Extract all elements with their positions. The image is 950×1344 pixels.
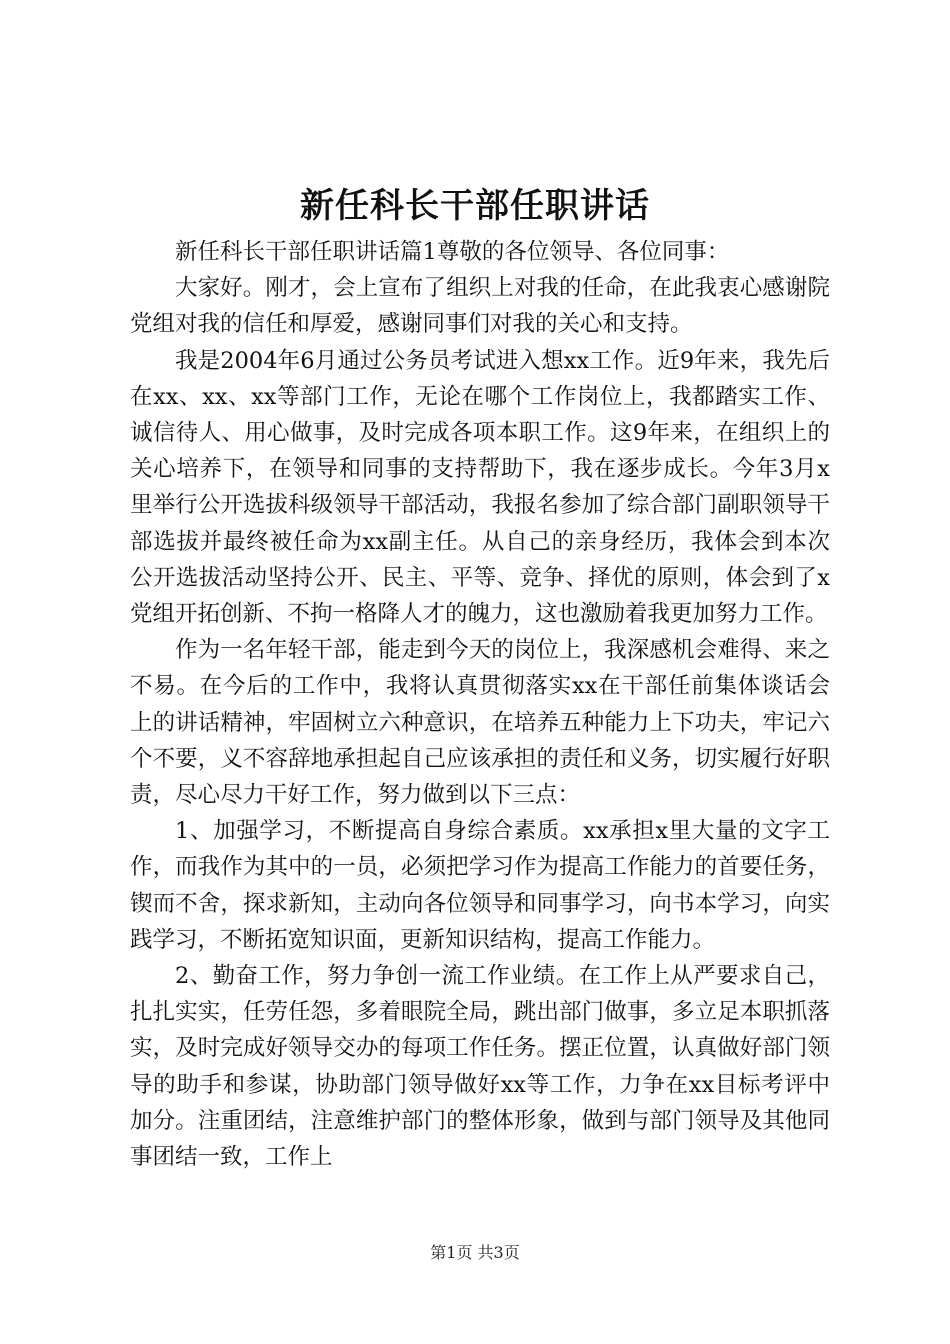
page-footer: 第1页 共3页 — [430, 1243, 520, 1262]
paragraph-commitment: 作为一名年轻干部，能走到今天的岗位上，我深感机会难得、来之不易。在今后的工作中，我将认真贯彻落实xx在干部任前集体谈话会上的讲话精神，牢固树立六种意识，在培养五种能力上下功夫，牢记六个不要，义不容辞地承担起自己应该承担的责任和义务，切实履行好职责，尽心尽力干好工作，努力做到以下三点： — [130, 637, 830, 809]
document-body — [130, 234, 830, 1175]
paragraph-thanks: 大家好。刚才，会上宣布了组织上对我的任命，在此我衷心感谢院党组对我的信任和厚爱，感谢同事们对我的关心和支持。 — [130, 275, 830, 338]
paragraph-greeting: 新任科长干部任职讲话篇1尊敬的各位领导、各位同事： — [175, 239, 730, 265]
paragraph-point-2: 2、勤奋工作，努力争创一流工作业绩。在工作上从严要求自己，扎扎实实，任劳任怨，多着眼院全局，跳出部门做事，多立足本职抓落实，及时完成好领导交办的每项工作任务。摆正位置，认真做好部门领导的助手和参谋，协助部门领导做好xx等工作，力争在xx目标考评中加分。注重团结，注意维护部门的整体形象，做到与部门领导及其他同事团结一致，工作上 — [130, 963, 830, 1171]
document-title: 新任科长干部任职讲话 — [300, 186, 650, 226]
paragraph-point-1: 1、加强学习，不断提高自身综合素质。xx承担x里大量的文字工作，而我作为其中的一员，必须把学习作为提高工作能力的首要任务，锲而不舍，探求新知，主动向各位领导和同事学习，向书本学习，向实践学习，不断拓宽知识面，更新知识结构，提高工作能力。 — [130, 818, 830, 953]
paragraph-background: 我是2004年6月通过公务员考试进入想xx工作。近9年来，我先后在xx、xx、xx等部门工作，无论在哪个工作岗位上，我都踏实工作、诚信待人、用心做事，及时完成各项本职工作。这9年来，在组织上的关心培养下，在领导和同事的支持帮助下，我在逐步成长。今年3月x里举行公开选拔科级领导干部活动，我报名参加了综合部门副职领导干部选拔并最终被任命为xx副主任。从自己的亲身经历，我体会到本次公开选拔活动坚持公开、民主、平等、竞争、择优的原则，体会到了x党组开拓创新、不拘一格降人才的魄力，这也激励着我更加努力工作。 — [130, 347, 830, 628]
